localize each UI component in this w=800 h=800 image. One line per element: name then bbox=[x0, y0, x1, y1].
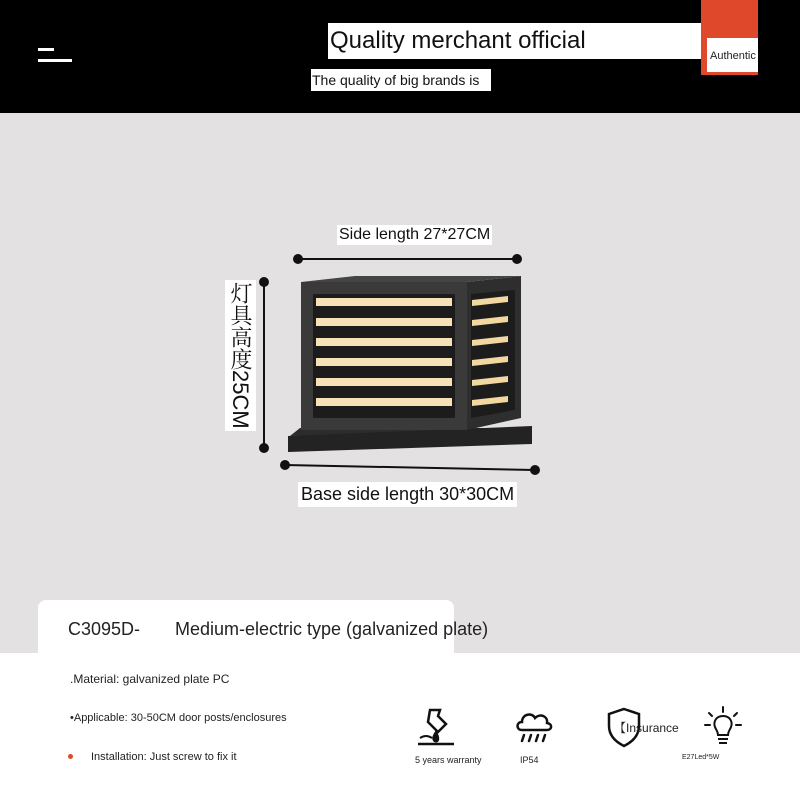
product-type: Medium-electric type (galvanized plate) bbox=[175, 619, 489, 639]
base-dimension-dot-left bbox=[281, 461, 289, 469]
side-dimension-dot-left bbox=[294, 255, 302, 263]
authentic-badge-label: Authentic bbox=[710, 50, 756, 62]
spec-installation: Installation: Just screw to fix it bbox=[91, 751, 237, 763]
bulb-icon bbox=[703, 705, 743, 747]
base-dimension-dot-right bbox=[531, 466, 539, 474]
feature-label-warranty: 5 years warranty bbox=[415, 755, 482, 765]
insurance-bracket: 【 bbox=[614, 721, 627, 735]
feature-label-bulb: E27Led*5W bbox=[682, 754, 720, 761]
height-dimension-dot-bottom bbox=[260, 444, 268, 452]
base-length-label: Base side length 30*30CM bbox=[298, 482, 517, 507]
height-label: 灯具高度25CM bbox=[225, 280, 256, 431]
waterproof-icon bbox=[416, 706, 456, 748]
side-length-label: Side length 27*27CM bbox=[339, 226, 491, 243]
page-subtitle: The quality of big brands is bbox=[312, 72, 480, 88]
bullet-dot bbox=[68, 754, 73, 759]
side-dimension-dot-right bbox=[513, 255, 521, 263]
feature-label-ip: IP54 bbox=[520, 755, 539, 765]
insurance-label: Insurance bbox=[626, 721, 679, 735]
rain-cloud-icon bbox=[514, 708, 554, 744]
spec-applicable: •Applicable: 30-50CM door posts/enclosures bbox=[70, 712, 287, 724]
spec-material: .Material: galvanized plate PC bbox=[70, 672, 230, 686]
product-model: C3095D- bbox=[68, 619, 141, 639]
height-dimension-dot-top bbox=[260, 278, 268, 286]
feature-label-insurance bbox=[614, 719, 679, 736]
page-title: Quality merchant official bbox=[330, 27, 586, 54]
base-dimension-line bbox=[285, 465, 535, 470]
